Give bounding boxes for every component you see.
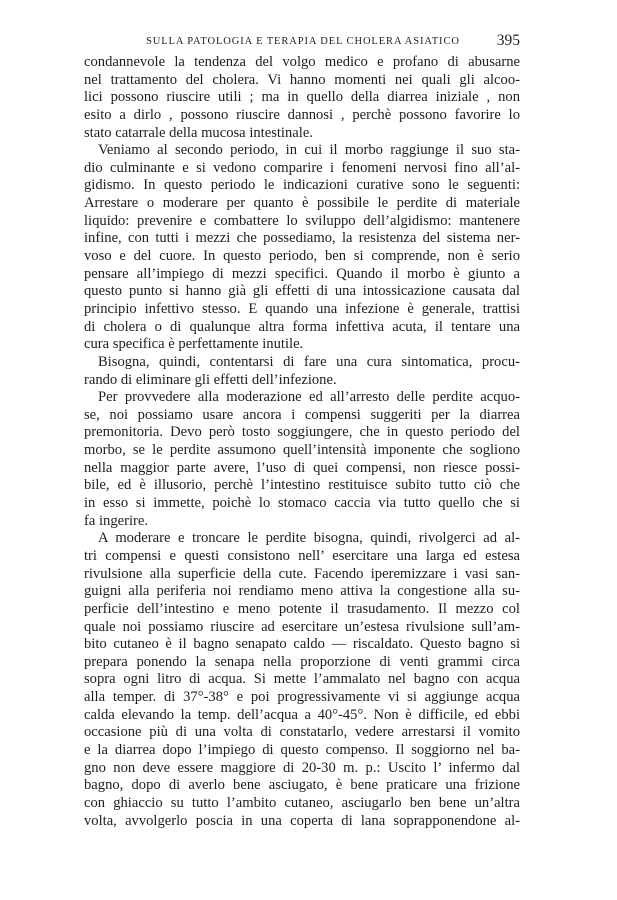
text-line: Arrestare o moderare per quanto è possibile le perdite di materiale xyxy=(84,195,520,212)
text-line: volta, avvolgerlo poscia in una coperta di lana soprapponendone al- xyxy=(84,812,520,829)
text-line: liquido: prevenire e combattere lo sviluppo dell’algidismo: mantenere xyxy=(84,212,520,229)
text-line: bagno, dopo di averlo bene asciugato, è bene praticare una frizione xyxy=(84,777,520,794)
text-line: esito a dirlo , possono riuscire dannosi , perchè possono favorire lo xyxy=(84,106,520,123)
text-line: gidismo. In questo periodo le indicazioni curative sono le seguenti: xyxy=(84,177,520,194)
page-number: 395 xyxy=(496,32,520,49)
text-line: prepara ponendo la senapa nella proporzione di venti grammi circa xyxy=(84,653,520,670)
text-line: sopra ogni litro di acqua. Si mette l’ammalato nel bagno con acqua xyxy=(84,671,520,688)
text-line: calda elevando la temp. dell’acqua a 40°-45°. Non è difficile, ed ebbi xyxy=(84,706,520,723)
text-line: lici possono riuscire utili ; ma in quello della diarrea iniziale , non xyxy=(84,89,520,106)
text-line: stato catarrale della mucosa intestinale. xyxy=(84,124,313,141)
running-title: SULLA PATOLOGIA E TERAPIA DEL CHOLERA ASIATICO xyxy=(146,36,460,47)
text-line: se, noi possiamo usare ancora i compensi suggeriti per la diarrea xyxy=(84,406,520,423)
text-line: gno non deve essere maggiore di 20-30 m. p.: Uscito l’ infermo dal xyxy=(84,759,520,776)
text-line: di cholera o di qualunque altra forma infettiva acuta, il tentare una xyxy=(84,318,520,335)
page-header xyxy=(84,32,520,52)
text-line: morbo, se le perdite assumono quell’intensità imponente che sogliono xyxy=(84,442,520,459)
text-line: condannevole la tendenza del volgo medico e profano di abusarne xyxy=(84,54,520,70)
text-line: rando di eliminare gli effetti dell’infezione. xyxy=(84,371,337,388)
text-line: e la diarrea dopo l’impiego di questo compenso. Il soggiorno nel ba- xyxy=(84,741,520,758)
text-line: Per provvedere alla moderazione ed all’arresto delle perdite acquo- xyxy=(98,389,520,406)
text-line: tri compensi e questi consistono nell’ esercitare una larga ed estesa xyxy=(84,547,520,564)
text-line: infine, con tutti i mezzi che possediamo, la resistenza del sistema ner- xyxy=(84,230,520,247)
text-line: nella maggior parte avere, l’uso di quei compensi, non riesce possi- xyxy=(84,459,520,476)
text-line: cura specifica è perfettamente inutile. xyxy=(84,336,304,353)
text-line: rivulsione alla superficie della cute. Facendo iperemizzare i vasi san- xyxy=(84,565,520,582)
text-line: perficie dell’intestino e meno potente il trasudamento. Il mezzo col xyxy=(84,600,520,617)
text-line: premonitoria. Devo però tosto soggiungere, che in questo periodo del xyxy=(84,424,520,441)
text-line: nel trattamento del cholera. Vi hanno momenti nei quali gli alcoo- xyxy=(84,71,520,88)
body-text xyxy=(84,54,520,830)
text-line: Bisogna, quindi, contentarsi di fare una cura sintomatica, procu- xyxy=(98,353,520,370)
text-line: dio culminante e si vedono comparire i fenomeni nervosi fino all’al- xyxy=(84,159,520,176)
text-line: in esso si immette, poichè lo stomaco caccia via tutto quello che si xyxy=(84,495,520,512)
text-line: quale noi possiamo riuscire ad esercitare un’estesa rivulsione sull’am- xyxy=(84,618,520,635)
text-line: pensare all’impiego di mezzi specifici. Quando il morbo è giunto a xyxy=(84,265,520,282)
text-line: fa ingerire. xyxy=(84,512,149,529)
text-line: A moderare e troncare le perdite bisogna, quindi, rivolgerci ad al- xyxy=(98,530,520,547)
text-line: Veniamo al secondo periodo, in cui il morbo raggiunge il suo sta- xyxy=(98,142,520,159)
text-line: bile, ed è illusorio, perchè l’intestino restituisce subito tutto ciò che xyxy=(84,477,520,494)
text-line: con ghiaccio su tutto l’ambito cutaneo, asciugarlo ben bene un’altra xyxy=(84,794,520,811)
text-line: guigni alla periferia noi rendiamo meno attiva la congestione alla su- xyxy=(84,583,520,600)
text-line: questo punto si hanno già gli effetti di una intossicazione causata dal xyxy=(84,283,520,300)
text-line: occasione più di una volta di constatarlo, vedere arrestarsi il vomito xyxy=(84,724,520,741)
text-line: alla temper. di 37°-38° e poi progressivamente vi si aggiunge acqua xyxy=(84,689,520,706)
text-line: principio infettivo stesso. E quando una infezione è generale, trattisi xyxy=(84,300,520,317)
text-line: bito cutaneo è il bagno senapato caldo — riscaldato. Questo bagno si xyxy=(84,636,520,653)
text-line: voso e del cuore. In questo periodo, ben si comprende, non è serio xyxy=(84,248,520,265)
